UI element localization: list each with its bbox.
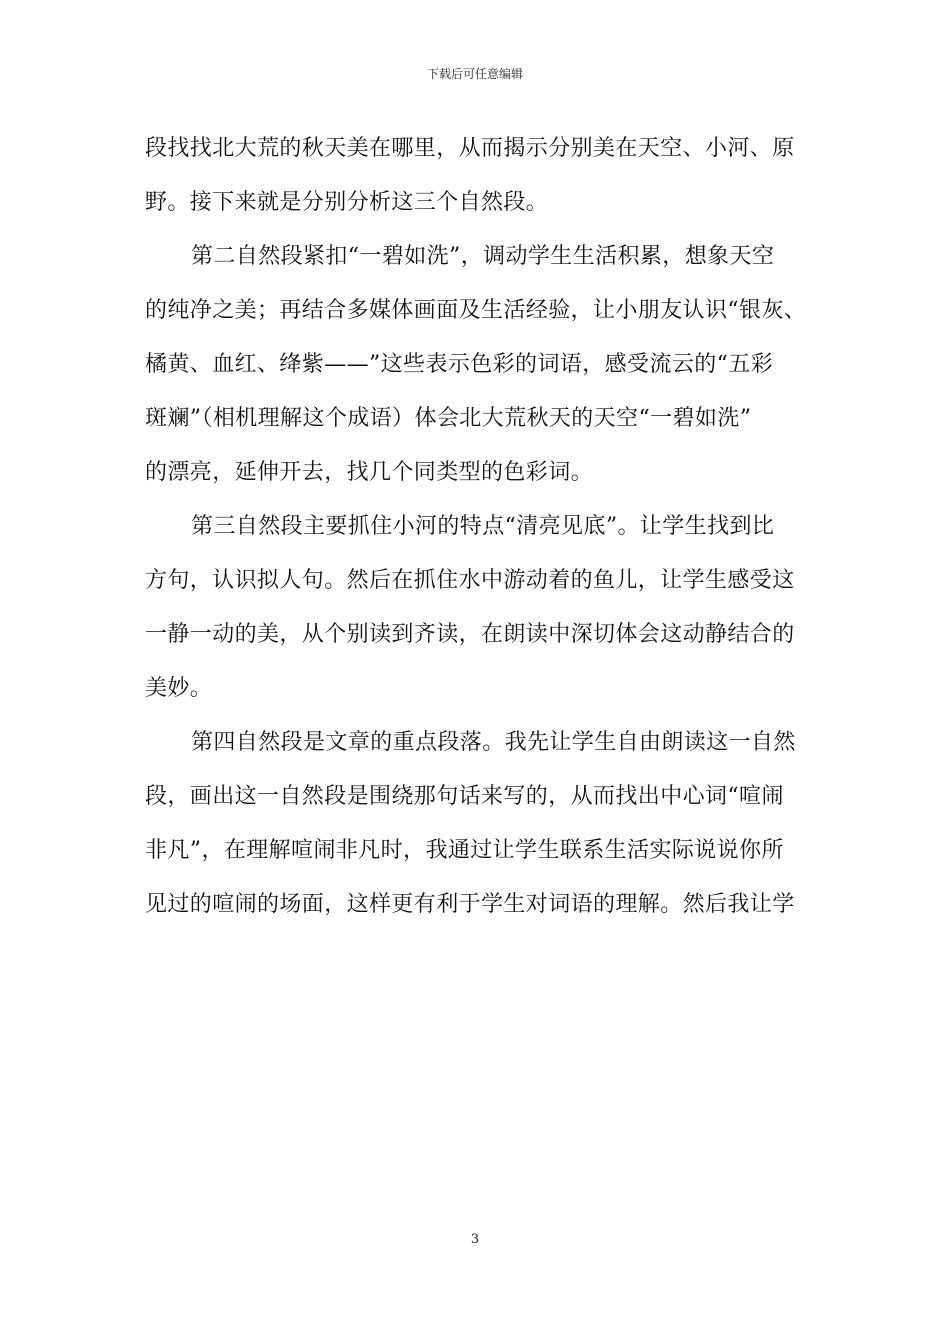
text-line: 第三自然段主要抓住小河的特点“清亮见底”。让学生找到比 <box>191 514 775 539</box>
text-line: 段找找北大荒的秋天美在哪里，从而揭示分别美在天空、小河、原 <box>145 136 795 161</box>
text-line: 方句，认识拟人句。然后在抓住水中游动着的鱼儿，让学生感受这 <box>145 568 795 593</box>
text-line: 一静一动的美，从个别读到齐读，在朗读中深切体会这动静结合的 <box>145 622 795 647</box>
text-line: 第四自然段是文章的重点段落。我先让学生自由朗读这一自然 <box>191 730 796 755</box>
text-line: 第二自然段紧扣“一碧如洗”，调动学生生活积累，想象天空 <box>191 244 775 269</box>
text-line: 橘黄、血红、绛紫——”这些表示色彩的词语，感受流云的“五彩 <box>145 352 774 377</box>
body-text <box>145 122 815 932</box>
text-line: 斑斓”（相机理解这个成语）体会北大荒秋天的天空“一碧如洗” <box>145 406 752 431</box>
text-line: 非凡”，在理解喧闹非凡时，我通过让学生联系生活实际说说你所 <box>145 838 784 863</box>
text-line: 的纯净之美；再结合多媒体画面及生活经验，让小朋友认识“银灰、 <box>145 298 807 323</box>
text-line: 段，画出这一自然段是围绕那句话来写的，从而找出中心词“喧闹 <box>145 784 784 809</box>
text-line: 的漂亮，延伸开去，找几个同类型的色彩词。 <box>145 460 594 485</box>
text-line: 野。接下来就是分别分析这三个自然段。 <box>145 190 549 215</box>
text-line: 美妙。 <box>145 676 213 701</box>
page-header: 下载后可任意编辑 <box>426 67 523 81</box>
page-number: 3 <box>470 1232 480 1247</box>
text-line: 见过的喧闹的场面，这样更有利于学生对词语的理解。然后我让学 <box>145 892 795 917</box>
